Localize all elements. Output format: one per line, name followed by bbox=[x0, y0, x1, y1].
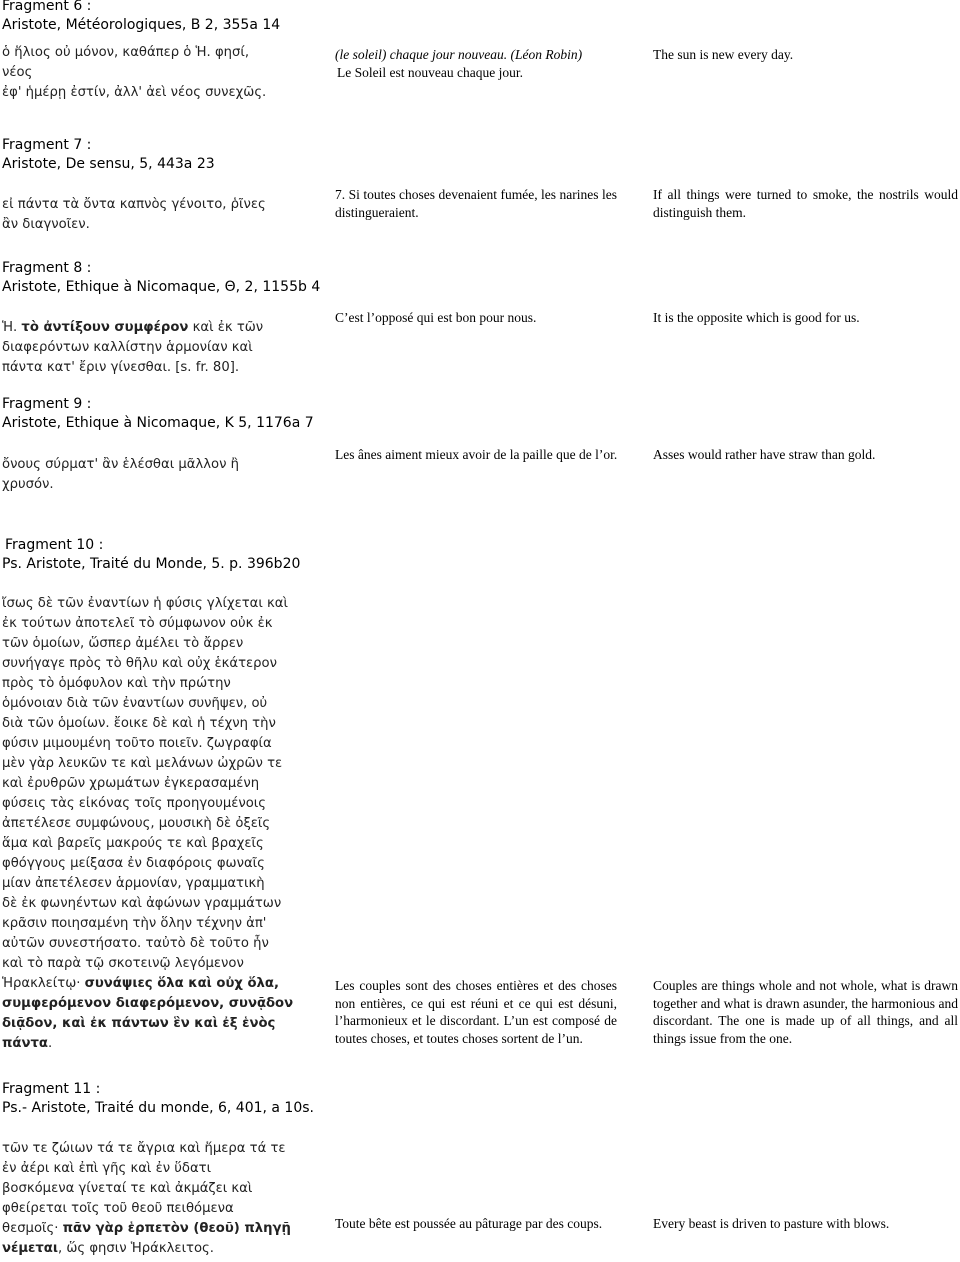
greek-line bbox=[2, 1219, 307, 1239]
greek-line: διαφερόντων καλλίστην ἁρμονίαν καὶ bbox=[2, 340, 253, 355]
greek-suffix: , ὥς φησιν Ἡράκλειτος. bbox=[57, 1241, 214, 1256]
fragment-6-source: Aristote, Météorologiques, B 2, 355a 14 bbox=[2, 17, 281, 33]
greek-line bbox=[2, 974, 307, 994]
greek-line: ἀπετέλεσε συμφώνους, μουσικὴ δὲ ὀξεῖς bbox=[2, 816, 271, 831]
greek-line: ἂν διαγνοῖεν. bbox=[2, 217, 90, 232]
greek-line: δὲ ἐκ φωνηέντων καὶ ἀφώνων γραμμάτων bbox=[2, 896, 282, 911]
greek-line: ὄνους σύρματ' ἂν ἑλέσθαι μᾶλλον ἢ bbox=[2, 457, 240, 472]
fragment-6-title: Fragment 6 : bbox=[2, 0, 92, 14]
fragment-10-french: Les couples sont des choses entières et des choses non entières, ce qui est réuni et ce qui est désuni, l’harmonieux et le discordant. L’un est composé de toutes choses, et toutes choses sortent de l’un. bbox=[335, 978, 617, 1046]
greek-line: μίαν ἀπετέλεσεν ἁρμονίαν, γραμματικὴ bbox=[2, 876, 265, 891]
fragment-7-title: Fragment 7 : bbox=[2, 137, 92, 153]
greek-line: πρὸς τὸ ὁμόφυλον καὶ τὴν πρώτην bbox=[2, 676, 231, 691]
greek-line: τῶν ὁμοίων, ὥσπερ ἀμέλει τὸ ἄρρεν bbox=[2, 636, 244, 651]
greek-line: κρᾶσιν ποιησαμένη τὴν ὅλην τέχνην ἀπ' bbox=[2, 916, 267, 931]
greek-line: φύσιν μιμουμένη τοῦτο ποιεῖν. ζωγραφία bbox=[2, 736, 272, 751]
greek-line: εἰ πάντα τὰ ὄντα καπνὸς γένοιτο, ῥῖνες bbox=[2, 197, 266, 212]
fragment-8-source: Aristote, Ethique à Nicomaque, Θ, 2, 1155b 4 bbox=[2, 279, 321, 295]
greek-line: ἐν ἀέρι καὶ ἐπὶ γῆς καὶ ἐν ὕδατι bbox=[2, 1161, 212, 1176]
greek-line: νέος bbox=[2, 65, 33, 80]
greek-line: ἴσως δὲ τῶν ἐναντίων ἡ φύσις γλίχεται καὶ bbox=[2, 596, 288, 611]
fragment-7-greek bbox=[2, 195, 307, 235]
fragment-6-english: The sun is new every day. bbox=[653, 47, 794, 62]
fragment-11-greek bbox=[2, 1139, 307, 1259]
fragment-8-english: It is the opposite which is good for us. bbox=[653, 310, 860, 325]
greek-line: μὲν γὰρ λευκῶν τε καὶ μελάνων ὠχρῶν τε bbox=[2, 756, 283, 771]
greek-line: φθόγγους μείξασα ἐν διαφόροις φωναῖς bbox=[2, 856, 265, 871]
fragment-10-title: Fragment 10 : bbox=[5, 537, 104, 553]
greek-line: φθείρεται τοῖς τοῦ θεοῦ πειθόμενα bbox=[2, 1201, 234, 1216]
greek-line: καὶ τὸ παρὰ τῷ σκοτεινῷ λεγόμενον bbox=[2, 956, 244, 971]
greek-line: φύσεις τὰς εἰκόνας τοῖς προηγουμένοις bbox=[2, 796, 266, 811]
greek-line: ἐφ' ἡμέρῃ ἐστίν, ἀλλ' ἀεὶ νέος συνεχῶς. bbox=[2, 85, 267, 100]
fragment-10-greek bbox=[2, 594, 307, 1054]
greek-line: τῶν τε ζώιων τά τε ἄγρια καὶ ἥμερα τά τε bbox=[2, 1141, 286, 1156]
fragment-7-english: If all things were turned to smoke, the nostrils would distinguish them. bbox=[653, 187, 958, 220]
fragment-9-english: Asses would rather have straw than gold. bbox=[653, 447, 876, 462]
fragment-8-greek bbox=[2, 318, 307, 378]
greek-prefix: Ἡ. bbox=[2, 320, 22, 335]
greek-prefix: θεσμοῖς· bbox=[2, 1221, 63, 1236]
greek-line: αὐτῶν συνεστήσατο. ταὐτὸ δὲ τοῦτο ἦν bbox=[2, 936, 269, 951]
greek-bold-phrase: συνάψιες ὅλα καὶ οὐχ ὅλα, bbox=[84, 976, 279, 991]
greek-line: ἅμα καὶ βαρεῖς μακρούς τε καὶ βραχεῖς bbox=[2, 836, 264, 851]
fragment-9-french: Les ânes aiment mieux avoir de la paille que de l’or. bbox=[335, 447, 618, 462]
fragment-9-greek bbox=[2, 455, 307, 495]
fragment-11-french: Toute bête est poussée au pâturage par des coups. bbox=[335, 1216, 603, 1231]
greek-line: ὁμόνοιαν διὰ τῶν ἐναντίων συνῆψεν, οὐ bbox=[2, 696, 268, 711]
fragment-7-source: Aristote, De sensu, 5, 443a 23 bbox=[2, 156, 215, 172]
greek-line: πάντα κατ' ἔριν γίνεσθαι. [s. fr. 80]. bbox=[2, 360, 240, 375]
greek-suffix: καὶ ἐκ τῶν bbox=[188, 320, 264, 335]
fragment-9-source: Aristote, Ethique à Nicomaque, K 5, 1176a 7 bbox=[2, 415, 314, 431]
greek-line: ἐκ τούτων ἀποτελεῖ τὸ σύμφωνον οὐκ ἐκ bbox=[2, 616, 273, 631]
fragment-11-title: Fragment 11 : bbox=[2, 1081, 101, 1097]
greek-bold-phrase: πᾶν γὰρ ἑρπετὸν (θεοῦ) πληγῇ bbox=[62, 1221, 291, 1236]
fragment-6-french bbox=[335, 46, 625, 81]
greek-line: διὰ τῶν ὁμοίων. ἔοικε δὲ καὶ ἡ τέχνη τὴν bbox=[2, 716, 276, 731]
greek-line: ὁ ἥλιος οὐ μόνον, καθάπερ ὁ Ἡ. φησί, bbox=[2, 45, 250, 60]
fragment-6-greek bbox=[2, 43, 307, 103]
fragment-8-title: Fragment 8 : bbox=[2, 260, 92, 276]
fragment-8-french: C’est l’opposé qui est bon pour nous. bbox=[335, 310, 537, 325]
greek-line: χρυσόν. bbox=[2, 477, 54, 492]
fragment-10-source: Ps. Aristote, Traité du Monde, 5. p. 396b20 bbox=[2, 556, 301, 572]
greek-line bbox=[2, 1034, 307, 1054]
greek-prefix: Ἡρακλείτῳ· bbox=[2, 976, 85, 991]
greek-bold-line: διᾷδον, καὶ ἐκ πάντων ἓν καὶ ἐξ ἑνὸς bbox=[2, 1016, 276, 1031]
greek-line bbox=[2, 318, 307, 338]
greek-line bbox=[2, 1239, 307, 1259]
fragment-11-english: Every beast is driven to pasture with blows. bbox=[653, 1216, 890, 1231]
fragment-7-french: 7. Si toutes choses devenaient fumée, les narines les distingueraient. bbox=[335, 187, 617, 220]
greek-line: συνήγαγε πρὸς τὸ θῆλυ καὶ οὐχ ἑκάτερον bbox=[2, 656, 277, 671]
fragment-11-source: Ps.- Aristote, Traité du monde, 6, 401, a 10s. bbox=[2, 1100, 314, 1116]
french-translation: Le Soleil est nouveau chaque jour. bbox=[337, 64, 523, 80]
greek-line: καὶ ἐρυθρῶν χρωμάτων ἐγκερασαμένη bbox=[2, 776, 260, 791]
fragment-10-english: Couples are things whole and not whole, what is drawn together and what is drawn asunder, the harmonious and discordant. The one is made up of all things, and all things issue from the one. bbox=[653, 978, 958, 1046]
greek-line: βοσκόμενα γίνεταί τε καὶ ἀκμάζει καὶ bbox=[2, 1181, 253, 1196]
greek-bold-phrase: πάντα bbox=[2, 1036, 48, 1051]
fragment-9-title: Fragment 9 : bbox=[2, 396, 92, 412]
greek-suffix: . bbox=[47, 1036, 53, 1051]
greek-bold-phrase: τὸ ἀντίξουν συμφέρον bbox=[21, 320, 189, 335]
french-translation-robin: (le soleil) chaque jour nouveau. (Léon Robin) bbox=[335, 47, 583, 62]
greek-bold-line: συμφερόμενον διαφερόμενον, συνᾷδον bbox=[2, 996, 294, 1011]
greek-bold-phrase: νέμεται bbox=[2, 1241, 58, 1256]
